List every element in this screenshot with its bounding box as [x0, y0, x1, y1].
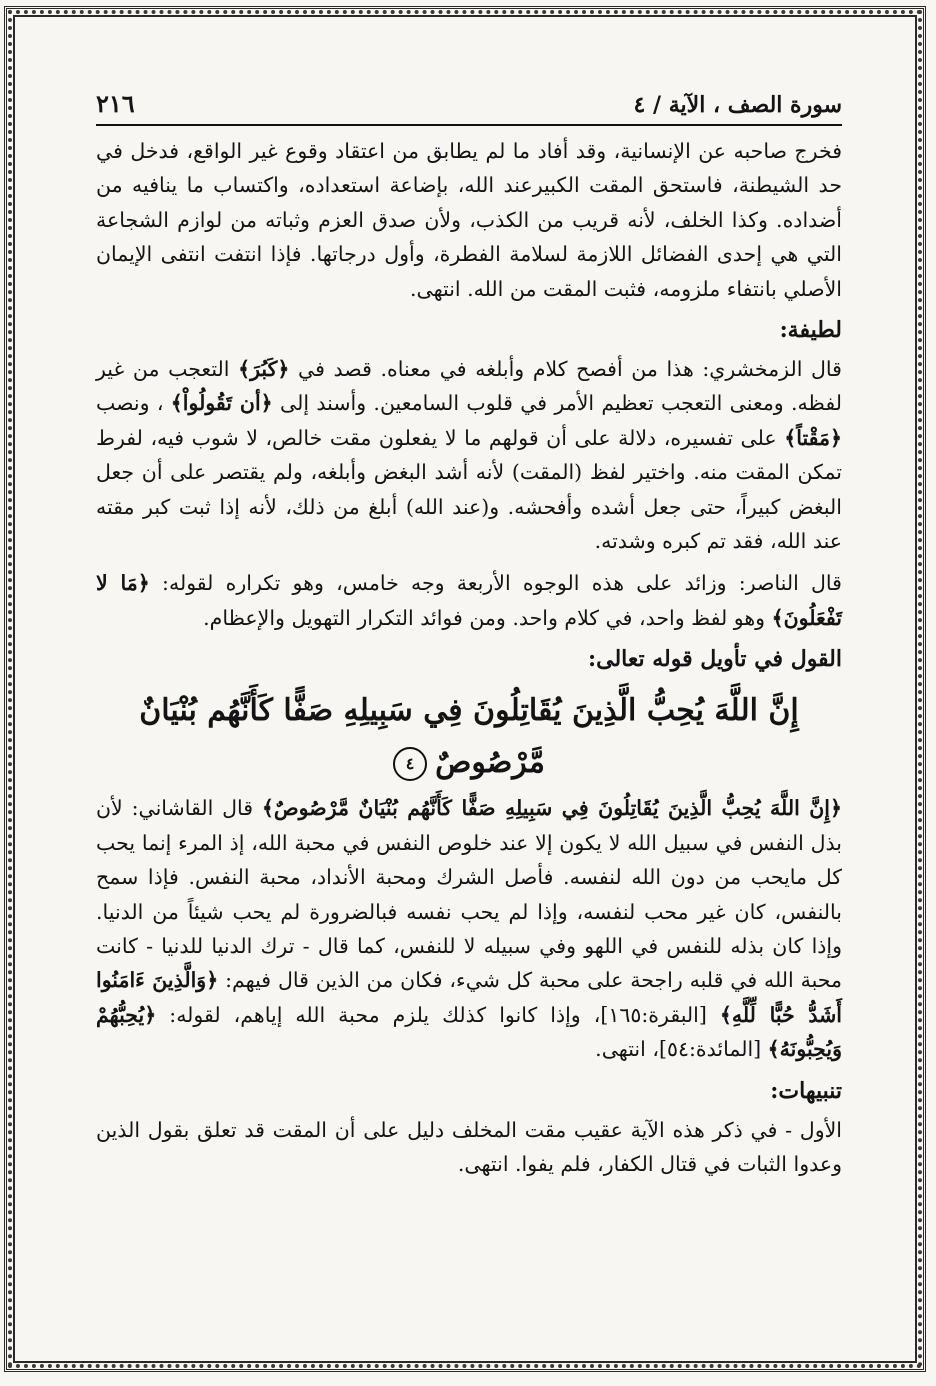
paragraph-qashani [96, 791, 842, 1066]
text-segment: التعجب من غير لفظه. ومعنى التعجب تعظيم الأمر في قلوب السامعين. وأسند إلى [96, 357, 842, 416]
paragraph-nasir [96, 566, 842, 635]
quran-verse [96, 685, 842, 789]
text-segment: ، ونصب [96, 391, 164, 416]
paragraph-first-note: الأول - في ذكر هذه الآية عقيب مقت المخلف دليل على أن المقت قد تعلق بقول الذين وعدوا الثبات في قتال الكفار، فلم يفوا. انتهى. [96, 1117, 842, 1176]
quran-quote-ma-la-tafalun: ﴿مَا لا تَفْعَلُونَ﴾ [96, 571, 842, 630]
quran-quote-yuhibbuhum: ﴿يُحِبُّهُمْ وَيُحِبُّونَهُ﴾ [96, 1002, 842, 1062]
running-title: سورة الصف ، الآية / ٤ [633, 92, 842, 118]
text-segment: قال الزمخشري: هذا من أفصح كلام وأبلغه في معناه. قصد في [298, 357, 842, 382]
page-number: ٢١٦ [96, 89, 135, 118]
text-segment: قال القاشاني: لأن بذل النفس في سبيل الله لا يكون إلا عند خلوص النفس في محبة الله، إذ المرء إنما يحب كل مايحب من دون الله لنفسه. فأصل الشرك ومحبة الأنداد، محبة النفس. فإذا سمح بالنفس، كان غير محب لنفسه، وإذا لم يحب نفسه فبالضرورة لم يحب شيئاً من الدنيا. وإذا كان بذله للنفس في اللهو وفي سبيله لا للنفس، كما قال - ترك الدنيا للدنيا - كانت محبة الله في قلبه راجحة على محبة كل شيء، فكان من الذين قال فيهم: [96, 796, 842, 993]
heading-tawil: القول في تأويل قوله تعالى: [588, 646, 842, 673]
page-header [96, 78, 842, 126]
text-segment: وهو لفظ واحد، في كلام واحد. ومن فوائد التكرار التهويل والإعظام. [203, 605, 766, 630]
quran-quote-ashaddu-hubban: ﴿وَالَّذِينَ ءَامَنُوا أَشَدُّ حُبًّا لِّلَّهِ﴾ [96, 968, 842, 1027]
quran-quote-maqtan: ﴿مَقْتاً﴾ [784, 425, 842, 450]
ayah-number-marker: ٤ [393, 747, 427, 781]
heading-tanbihat: تنبيهات: [770, 1077, 842, 1104]
quran-quote-kabura: ﴿كَبُرَ﴾ [238, 357, 290, 382]
quran-quote-verse: ﴿إِنَّ اللَّهَ يُحِبُّ الَّذِينَ يُقَاتِلُونَ فِي سَبِيلِهِ صَفًّا كَأَنَّهُم بُنْيَانٌ مَّرْصُوصٌ﴾ [261, 796, 842, 821]
text-segment: [البقرة:١٦٥]، وإذا كانوا كذلك يلزم محبة الله إياهم، لقوله: [169, 1002, 707, 1027]
paragraph-zamakhshari [96, 352, 842, 558]
paragraph-1: فخرج صاحبه عن الإنسانية، وقد أفاد ما لم يطابق من اعتقاد وقوع غير الواقع، فدخل في حد الشيطنة، فاستحق المقت الكبيرعند الله، بإضاعة استعداده، واكتساب ما ينافيه من أضداده. وكذا الخلف، لأنه قريب من الكذب، ولأن صدق العزم وثباته من لوازم الشجاعة التي هي إحدى الفضائل اللازمة لسلامة الفطرة، وأول درجاتها. فإذا انتفت انتفى الإيمان الأصلي بانتفاء ملزومه، فثبت المقت من الله. انتهى. [96, 139, 842, 301]
page-content [96, 78, 842, 1181]
heading-latifa: لطيفة: [779, 317, 842, 344]
quran-quote-an-taqulu: ﴿أن تَقُولُواْ﴾ [170, 391, 273, 416]
text-segment: قال الناصر: وزائد على هذه الوجوه الأربعة وجه خامس، وهو تكراره لقوله: [162, 571, 842, 596]
verse-text: إِنَّ اللَّهَ يُحِبُّ الَّذِينَ يُقَاتِلُونَ فِي سَبِيلِهِ صَفًّا كَأَنَّهُم بُنْيَانٌ مَّرْصُوصٌ [139, 693, 799, 781]
text-segment: على تفسيره، دلالة على أن قولهم ما لا يفعلون مقت خالص، لا شوب فيه، لفرط تمكن المقت منه. واختير لفظ (المقت) لأنه أشد البغض وأبلغه، ولم يقتصر على أن جعل البغض كبيراً، حتى جعل أشده وأفحشه. و(عند الله) أبلغ من ذلك، لأنه إذا ثبت كبر مقته عند الله، فقد تم كبره وشدته. [96, 425, 842, 554]
text-segment: [المائدة:٥٤]، انتهى. [595, 1037, 762, 1062]
